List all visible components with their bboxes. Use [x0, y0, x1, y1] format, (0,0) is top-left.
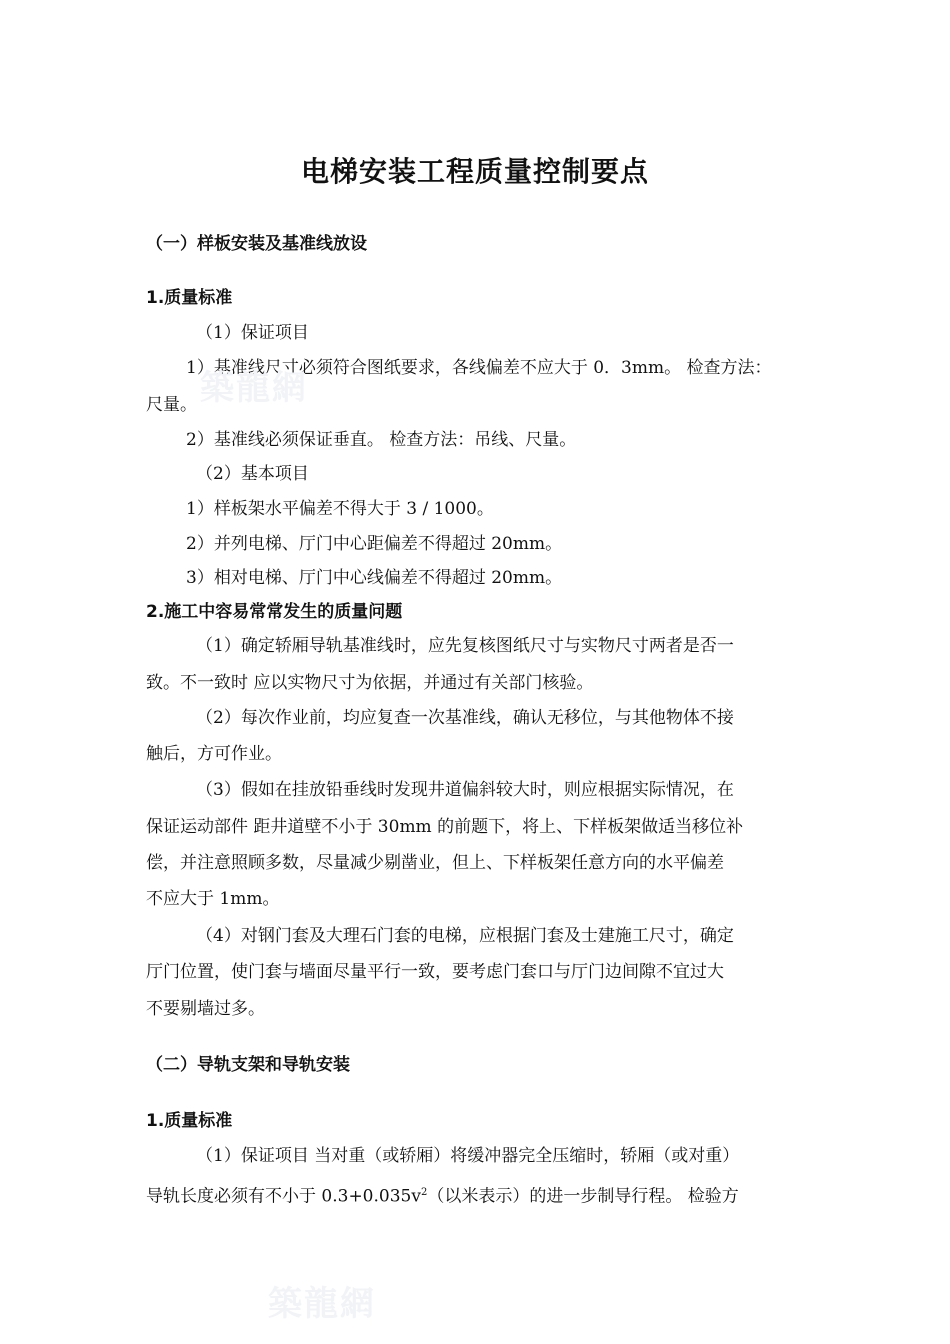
paragraph-line: 3）相对电梯、厅门中心线偏差不得超过 20mm。 — [186, 568, 563, 588]
section-heading-1: （一）样板安装及基准线放设 — [146, 234, 367, 254]
paragraph-text: （以米表示）的进一步制导行程。 检验方 — [427, 1186, 739, 1207]
section-heading-2: （二）导轨支架和导轨安装 — [146, 1055, 350, 1075]
guarantee-items-heading: （1）保证项目 — [196, 323, 309, 343]
paragraph-line: 保证运动部件 距井道壁不小于 30mm 的前题下，将上、下样板架做适当移位补 — [146, 817, 744, 837]
paragraph-line: 厅门位置，使门套与墙面尽量平行一致，要考虑门套口与厅门边间隙不宜过大 — [146, 962, 724, 982]
watermark-logo: 築龍網 — [200, 368, 308, 408]
superscript: 2 — [420, 1187, 428, 1198]
paragraph-line: 2）并列电梯、厅门中心距偏差不得超过 20mm。 — [186, 534, 563, 554]
paragraph-line: 尺量。 — [146, 395, 197, 415]
document-title: 电梯安装工程质量控制要点 — [300, 155, 649, 188]
paragraph-line: 1）基准线尺寸必须符合图纸要求，各线偏差不应大于 0．3mm。 检查方法： — [186, 358, 772, 378]
watermark-logo: 築龍網 — [268, 1284, 376, 1324]
paragraph-line: （1）保证项目 当对重（或轿厢）将缓冲器完全压缩时，轿厢（或对重） — [196, 1146, 740, 1166]
paragraph-line: 不应大于 1mm。 — [146, 889, 280, 909]
paragraph-line: 偿，并注意照顾多数，尽量减少剔凿业，但上、下样板架任意方向的水平偏差 — [146, 853, 724, 873]
paragraph-line: （1）确定轿厢导轨基准线时，应先复核图纸尺寸与实物尺寸两者是否一 — [196, 636, 734, 656]
paragraph-line: 致。不一致时 应以实物尺寸为依据，并通过有关部门核验。 — [146, 673, 594, 693]
paragraph-line: 不要剔墙过多。 — [146, 999, 265, 1019]
subsection-heading-quality-standard: 1.质量标准 — [146, 288, 233, 308]
paragraph-line — [146, 1181, 739, 1209]
subsection-heading-quality-standard-2: 1.质量标准 — [146, 1111, 233, 1131]
paragraph-line: （2）每次作业前，均应复查一次基准线，确认无移位，与其他物体不接 — [196, 708, 734, 728]
paragraph-line: （4）对钢门套及大理石门套的电梯，应根据门套及士建施工尺寸，确定 — [196, 926, 734, 946]
paragraph-line: 1）样板架水平偏差不得大于 3 / 1000。 — [186, 499, 494, 519]
paragraph-line: 触后，方可作业。 — [146, 744, 282, 764]
basic-items-heading: （2）基本项目 — [196, 464, 309, 484]
paragraph-line: 2）基准线必须保证垂直。 检查方法：吊线、尺量。 — [186, 430, 577, 450]
paragraph-text: 导轨长度必须有不小于 0.3+0.035v — [146, 1186, 421, 1207]
paragraph-line: （3）假如在挂放铅垂线时发现井道偏斜较大时，则应根据实际情况，在 — [196, 780, 734, 800]
subsection-heading-problems: 2.施工中容易常常发生的质量问题 — [146, 602, 403, 622]
